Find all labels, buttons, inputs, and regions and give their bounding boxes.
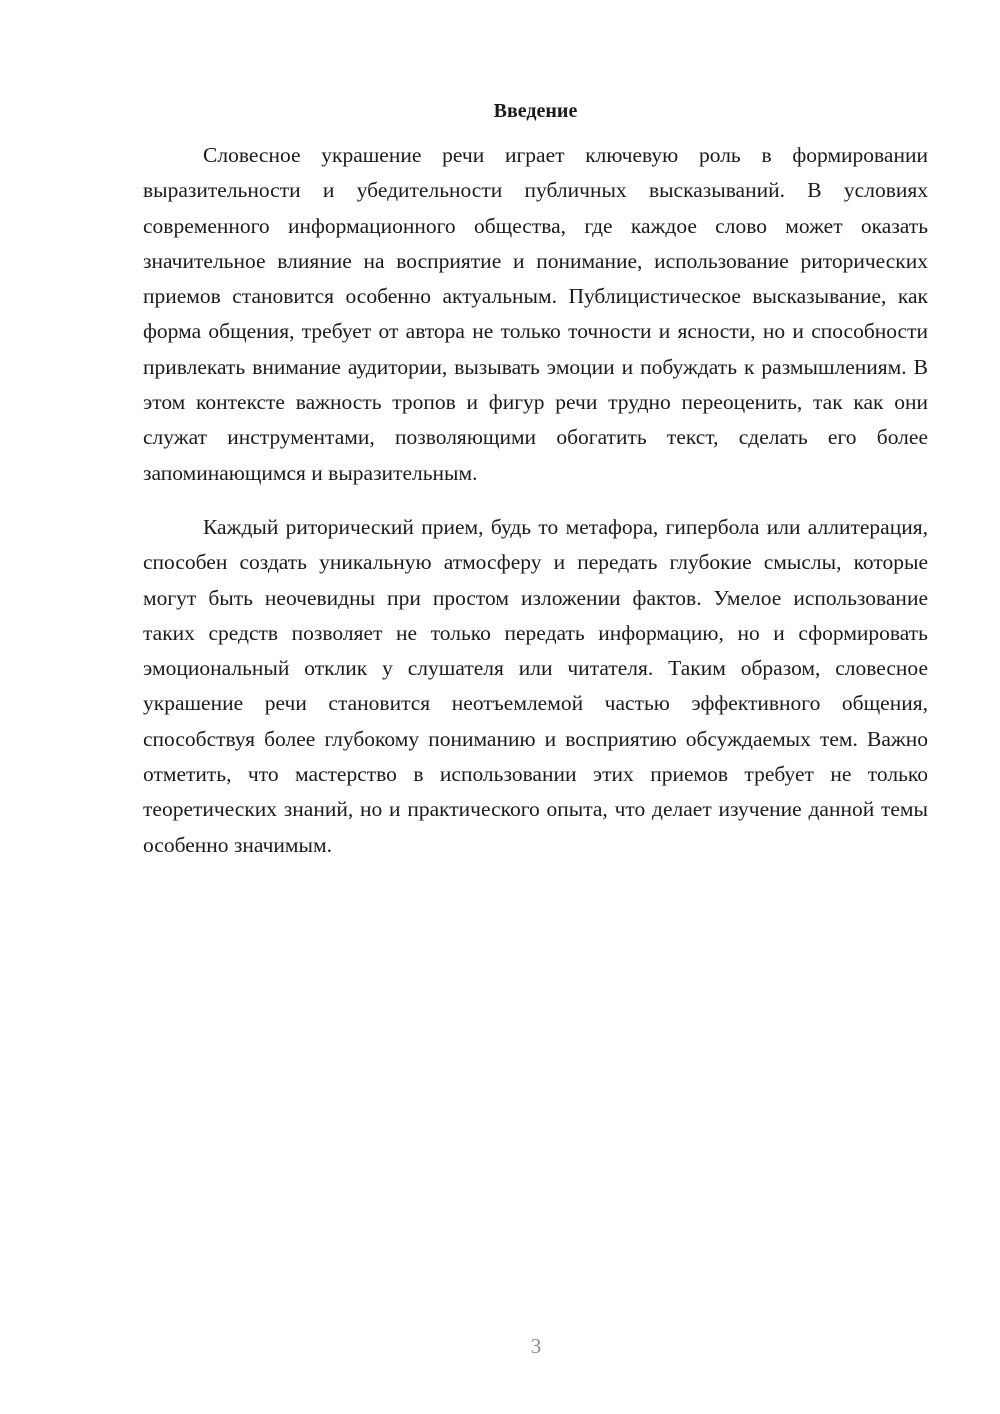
section-heading: Введение: [493, 100, 578, 122]
page-number: 3: [530, 1334, 542, 1358]
page-content: [143, 96, 928, 863]
paragraph-2: Каждый риторический прием, будь то метафора, гипербола или аллитерация, способен создать уникальную атмосферу и передать глубокие смыслы, которые могут быть неочевидны при простом изложении фактов. Умелое использование таких средств позволяет не только передать информацию, но и сформировать эмоциональный отклик у слушателя или читателя. Таким образом, словесное украшение речи становится неотъемлемой частью эффективного общения, способствуя более глубокому пониманию и восприятию обсуждаемых тем. Важно отметить, что мастерство в использовании этих приемов требует не только теоретических знаний, но и практического опыта, что делает изучение данной темы особенно значимым.: [143, 514, 928, 857]
paragraph-1: Словесное украшение речи играет ключевую роль в формировании выразительности и убедительности публичных высказываний. В условиях современного информационного общества, где каждое слово может оказать значительное влияние на восприятие и понимание, использование риторических приемов становится особенно актуальным. Публицистическое высказывание, как форма общения, требует от автора не только точности и ясности, но и способности привлекать внимание аудитории, вызывать эмоции и побуждать к размышлениям. В этом контексте важность тропов и фигур речи трудно переоценить, так как они служат инструментами, позволяющими обогатить текст, сделать его более запоминающимся и выразительным.: [143, 143, 928, 485]
